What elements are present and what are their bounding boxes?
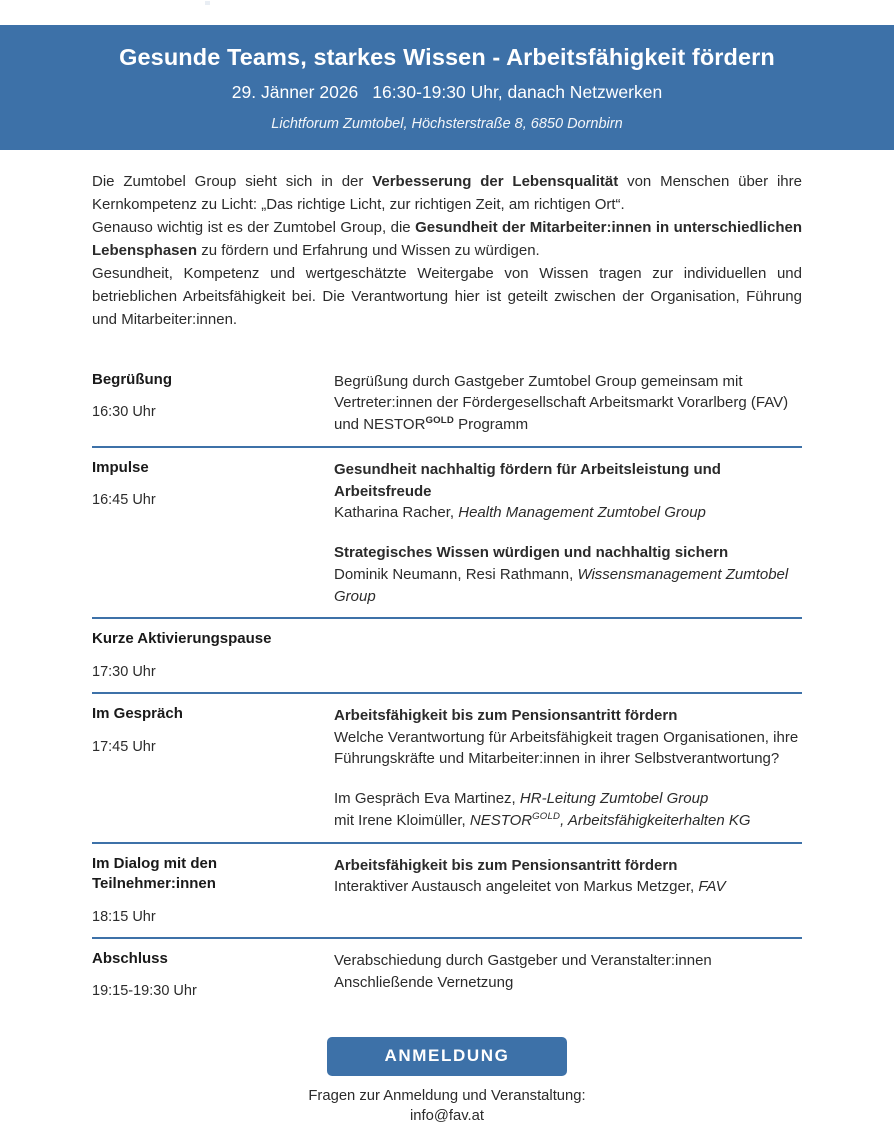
agenda-moderator-name: Im Gespräch Eva Martinez,: [334, 790, 520, 808]
agenda-slot-details: [334, 629, 802, 630]
table-row: [92, 692, 802, 842]
agenda-speaker-name: Katharina Racher,: [334, 504, 459, 522]
agenda-slot-time: 19:15-19:30 Uhr: [92, 983, 197, 1000]
table-row: [92, 617, 802, 692]
agenda-slot-time: 18:15 Uhr: [92, 908, 156, 925]
agenda-slot-meta: [92, 458, 334, 511]
nestor-gold-superscript: GOLD: [532, 810, 561, 822]
agenda-slot-meta: [92, 854, 334, 927]
agenda-speaker-name: Dominik Neumann, Resi Rathmann,: [334, 565, 578, 583]
top-spacer: [0, 0, 894, 25]
agenda-slot-details: [334, 370, 802, 436]
agenda-slot-meta: [92, 370, 334, 423]
agenda-description: [334, 542, 802, 607]
agenda-slot-title: Impulse: [92, 458, 149, 476]
agenda-guest-name: mit Irene Kloimüller,: [334, 811, 470, 829]
agenda-speaker-role: Health Management Zumtobel Group: [458, 504, 706, 522]
agenda-description: [334, 788, 802, 832]
agenda-facilitator-org: FAV: [698, 878, 726, 896]
table-row: [92, 446, 802, 618]
intro-text: [92, 171, 802, 332]
agenda-description: [334, 371, 802, 436]
agenda-slot-details: [334, 854, 802, 899]
agenda-slot-title: Abschluss: [92, 949, 168, 967]
agenda-topic-heading: Strategisches Wissen würdigen und nachhaltig sichern: [334, 544, 729, 562]
table-row: [92, 842, 802, 937]
agenda-moderator-role: HR-Leitung Zumtobel Group: [519, 790, 709, 808]
agenda-desc-line-1: Verabschiedung durch Gastgeber und Veranstalter:innen: [334, 951, 712, 969]
footer-section: [92, 1037, 802, 1127]
table-row: [92, 360, 802, 446]
agenda-topic-heading: Arbeitsfähigkeit bis zum Pensionsantritt fördern: [334, 856, 678, 874]
agenda-slot-title: Im Dialog mit den Teilnehmer:innen: [92, 854, 218, 893]
intro-part-1a: Die Zumtobel Group sieht sich in der: [92, 172, 373, 190]
agenda-topic-body: Interaktiver Austausch angeleitet von Markus Metzger,: [334, 878, 699, 896]
agenda-slot-meta: [92, 629, 334, 682]
agenda-slot-time: 16:45 Uhr: [92, 492, 156, 509]
event-venue: Lichtforum Zumtobel, Höchsterstraße 8, 6850 Dornbirn: [271, 116, 623, 133]
agenda-description: [334, 855, 802, 899]
agenda-slot-details: [334, 949, 802, 994]
agenda-slot-meta: [92, 949, 334, 1002]
event-header-banner: [0, 25, 894, 150]
agenda-desc-line-1: Begrüßung durch Gastgeber Zumtobel Group gemeinsam mit Vertreter:innen der Fördergesellschaft Arbeitsmarkt Vorarlberg (FAV) und NESTOR: [334, 372, 789, 434]
agenda-slot-details: [334, 704, 802, 832]
event-title: Gesunde Teams, starkes Wissen - Arbeitsfähigkeit fördern: [119, 44, 775, 70]
agenda-slot-time: 16:30 Uhr: [92, 404, 156, 421]
intro-part-2c: zu fördern und Erfahrung und Wissen zu würdigen.: [197, 241, 540, 259]
intro-highlight-2: Gesundheit der Mitarbeiter:innen in unterschiedlichen Lebensphasen: [92, 218, 802, 259]
agenda-description: [334, 950, 802, 994]
table-row: [92, 937, 802, 1012]
agenda-desc-line-2: Programm: [453, 416, 529, 434]
intro-part-3: Gesundheit, Kompetenz und wertgeschätzte Weitergabe von Wissen tragen zur individuellen und betrieblichen Arbeitsfähigkeit bei. Die Verantwortung hier ist geteilt zwischen der Organisation, Führung und Mitarbeiter:innen.: [92, 264, 802, 328]
agenda-slot-time: 17:45 Uhr: [92, 738, 156, 755]
agenda-slot-time: 17:30 Uhr: [92, 663, 156, 680]
intro-highlight-1: Verbesserung der Lebensqualität: [372, 172, 619, 190]
agenda-slot-title: Begrüßung: [92, 370, 172, 388]
footer-contact-email[interactable]: info@fav.at: [410, 1108, 484, 1125]
agenda-topic-body: Welche Verantwortung für Arbeitsfähigkeit tragen Organisationen, ihre Führungskräfte und Mitarbeiter:innen in ihrer Selbstverantwortung?: [334, 728, 799, 768]
event-datetime: [0, 81, 894, 104]
agenda-slot-meta: [92, 704, 334, 757]
agenda-desc-line-2: Anschließende Vernetzung: [334, 973, 514, 991]
agenda-slot-details: [334, 458, 802, 608]
agenda-description: [334, 459, 802, 524]
intro-part-2a: Genauso wichtig ist es der Zumtobel Group, die: [92, 218, 416, 236]
agenda-guest-company: , Arbeitsfähigkeiterhalten KG: [560, 811, 751, 829]
anmeldung-button[interactable]: ANMELDUNG: [327, 1037, 568, 1076]
event-date: 29. Jänner 2026: [231, 82, 359, 103]
intro-part-1c: von Menschen über ihre Kernkompetenz zu Licht: „Das richtige Licht, zur richtigen Zeit, am richtigen Ort“.: [92, 172, 802, 213]
page-content: [0, 171, 894, 1127]
nestor-gold-superscript: GOLD: [425, 415, 454, 427]
event-time: 16:30-19:30 Uhr, danach Netzwerken: [372, 82, 663, 103]
agenda-topic-heading: Gesundheit nachhaltig fördern für Arbeitsleistung und Arbeitsfreude: [334, 460, 721, 500]
agenda-slot-title: Im Gespräch: [92, 704, 183, 722]
agenda-guest-org: NESTOR: [469, 811, 533, 829]
agenda-table: [92, 360, 802, 1012]
agenda-slot-title: Kurze Aktivierungspause: [92, 630, 272, 648]
agenda-speaker-role: Wissensmanagement Zumtobel Group: [334, 565, 789, 605]
footer-contact-note: Fragen zur Anmeldung und Veranstaltung:: [308, 1088, 586, 1105]
stray-mark: [205, 1, 210, 5]
agenda-topic-heading: Arbeitsfähigkeit bis zum Pensionsantritt fördern: [334, 706, 678, 724]
agenda-description: [334, 705, 802, 770]
